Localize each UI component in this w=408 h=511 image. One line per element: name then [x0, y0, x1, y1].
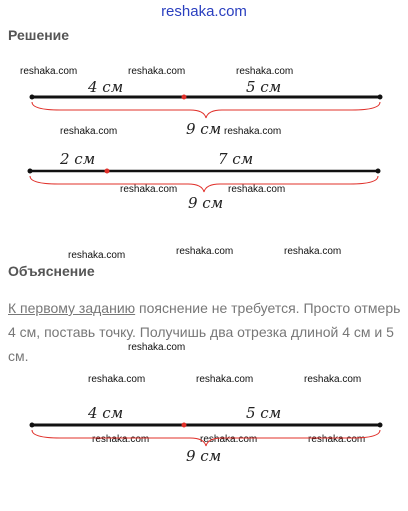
segment-diagram-1: [30, 95, 383, 119]
segment-label-total: 9 см: [188, 194, 224, 212]
watermark: reshaka.com: [304, 374, 362, 385]
segment-point: [105, 169, 110, 174]
watermark: reshaka.com: [200, 434, 258, 445]
segment-diagram-3: [30, 423, 383, 447]
segment-label-total: 9 см: [186, 120, 222, 138]
watermark: reshaka.com: [128, 66, 186, 77]
watermark: reshaka.com: [20, 66, 78, 77]
segment-endpoint: [378, 95, 383, 100]
segment-endpoint: [376, 169, 381, 174]
segment-endpoint: [30, 423, 35, 428]
watermark: reshaka.com: [88, 374, 146, 385]
watermark: reshaka.com: [224, 126, 282, 137]
explanation-paragraph: [8, 296, 403, 368]
watermark: reshaka.com: [60, 126, 118, 137]
segment-endpoint: [30, 95, 35, 100]
segment-endpoint: [28, 169, 33, 174]
total-brace: [32, 102, 380, 118]
segment-diagram-2: [28, 169, 381, 193]
watermark: reshaka.com: [176, 246, 234, 257]
watermark: reshaka.com: [68, 250, 126, 261]
watermark: reshaka.com: [308, 434, 366, 445]
total-brace: [30, 176, 378, 192]
segment-label-right: 5 см: [246, 404, 282, 422]
segment-point: [182, 95, 187, 100]
section-heading-explanation: Объяснение: [8, 263, 95, 279]
watermark: reshaka.com: [92, 434, 150, 445]
watermark: reshaka.com: [228, 184, 286, 195]
watermark: reshaka.com: [196, 374, 254, 385]
segment-label-left: 2 см: [60, 150, 96, 168]
paragraph-text: пояснение не требуется. Просто отмерь 4 см, поставь точку. Получишь два отрезка длиной 4 см и 5 см.: [8, 300, 401, 364]
watermark: reshaka.com: [284, 246, 342, 257]
paragraph-emphasis: К первому заданию: [8, 300, 136, 316]
segment-label-left: 4 см: [88, 404, 124, 422]
segment-label-total: 9 см: [186, 447, 222, 465]
site-link[interactable]: reshaka.com: [161, 3, 247, 20]
segment-label-right: 5 см: [246, 78, 282, 96]
segment-label-right: 7 см: [218, 150, 254, 168]
segment-endpoint: [378, 423, 383, 428]
segment-label-left: 4 см: [88, 78, 124, 96]
total-brace: [32, 430, 380, 446]
watermark: reshaka.com: [236, 66, 294, 77]
section-heading-solution: Решение: [8, 27, 70, 43]
segment-point: [182, 423, 187, 428]
watermark: reshaka.com: [128, 342, 186, 353]
watermark: reshaka.com: [120, 184, 178, 195]
